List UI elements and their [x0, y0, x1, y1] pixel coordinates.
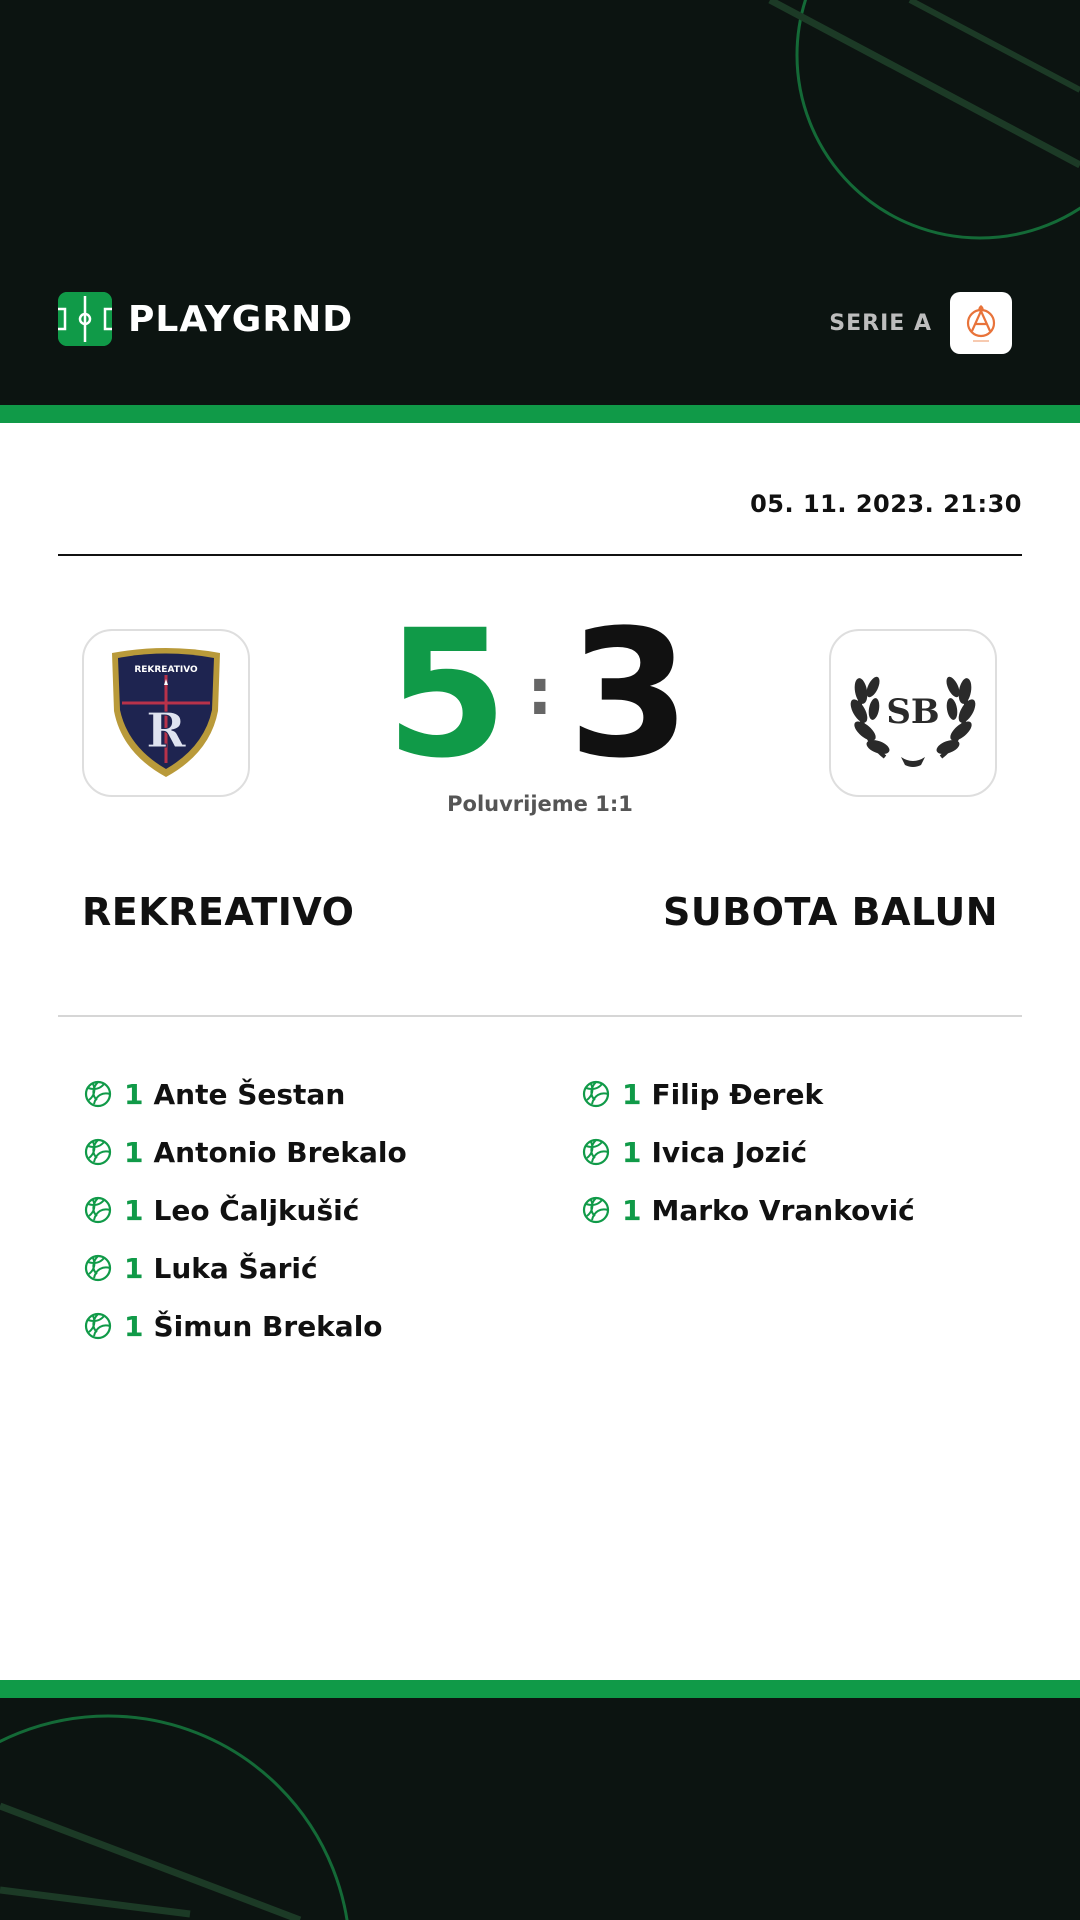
divider: [58, 554, 1022, 556]
scorer-item: [84, 1239, 407, 1297]
scorer-item: [84, 1065, 407, 1123]
scorer-name: Antonio Brekalo: [153, 1135, 407, 1169]
scorer-goals: 1: [124, 1193, 144, 1227]
brand[interactable]: [58, 292, 353, 346]
scorer-goals: 1: [124, 1077, 144, 1111]
scorer-goals: 1: [622, 1135, 642, 1169]
home-crest-letter: R: [146, 703, 186, 759]
home-crest-text: REKREATIVO: [134, 665, 198, 675]
soccer-ball-icon: [84, 1196, 112, 1224]
scorer-name: Leo Čaljkušić: [153, 1193, 360, 1227]
match-datetime: 05. 11. 2023. 21:30: [750, 490, 1022, 518]
score-separator: :: [527, 656, 553, 730]
scorer-name: Filip Đerek: [651, 1077, 824, 1111]
scorer-name: Marko Vranković: [651, 1193, 915, 1227]
league-badge[interactable]: [829, 292, 1012, 354]
scorer-item: [84, 1181, 407, 1239]
away-crest-text: SB: [886, 692, 940, 732]
away-team-crest[interactable]: [829, 629, 997, 797]
scorer-item: [84, 1123, 407, 1181]
scorer-goals: 1: [124, 1251, 144, 1285]
pitch-icon: [58, 292, 112, 346]
footer-accent-strip: [0, 1680, 1080, 1698]
scorer-item: [84, 1297, 407, 1355]
scorer-name: Ante Šestan: [153, 1077, 346, 1111]
laurel-wreath-logo: [845, 653, 981, 773]
away-team-name: SUBOTA BALUN: [663, 890, 998, 934]
scorer-goals: 1: [622, 1193, 642, 1227]
league-logo: [950, 292, 1012, 354]
scorer-goals: 1: [124, 1135, 144, 1169]
soccer-ball-icon: [582, 1138, 610, 1166]
brand-name: PLAYGRND: [128, 298, 354, 340]
scorer-goals: 1: [124, 1309, 144, 1343]
away-scorers-list: [582, 1065, 915, 1239]
soccer-ball-icon: [84, 1254, 112, 1282]
scorer-name: Šimun Brekalo: [153, 1309, 383, 1343]
scorer-item: [582, 1065, 915, 1123]
home-scorers-list: [84, 1065, 407, 1355]
league-name: SERIE A: [829, 310, 932, 336]
footer-banner: [0, 1698, 1080, 1920]
soccer-ball-icon: [84, 1312, 112, 1340]
scorer-name: Ivica Jozić: [651, 1135, 808, 1169]
soccer-ball-icon: [84, 1080, 112, 1108]
scorer-name: Luka Šarić: [153, 1251, 318, 1285]
scorer-goals: 1: [622, 1077, 642, 1111]
header-accent-strip: [0, 405, 1080, 423]
home-score: 5: [385, 592, 508, 797]
divider: [58, 1015, 1022, 1017]
footer-pitch-lines-decoration: [0, 1698, 1080, 1920]
scorer-item: [582, 1123, 915, 1181]
soccer-ball-icon: [84, 1138, 112, 1166]
flame-ball-icon: [961, 301, 1001, 345]
soccer-ball-icon: [582, 1196, 610, 1224]
home-team-name: REKREATIVO: [82, 890, 355, 934]
away-score: 3: [568, 592, 691, 797]
scorer-item: [582, 1181, 915, 1239]
soccer-ball-icon: [582, 1080, 610, 1108]
header-banner: [0, 0, 1080, 405]
halftime-score: Poluvrijeme 1:1: [447, 792, 633, 816]
